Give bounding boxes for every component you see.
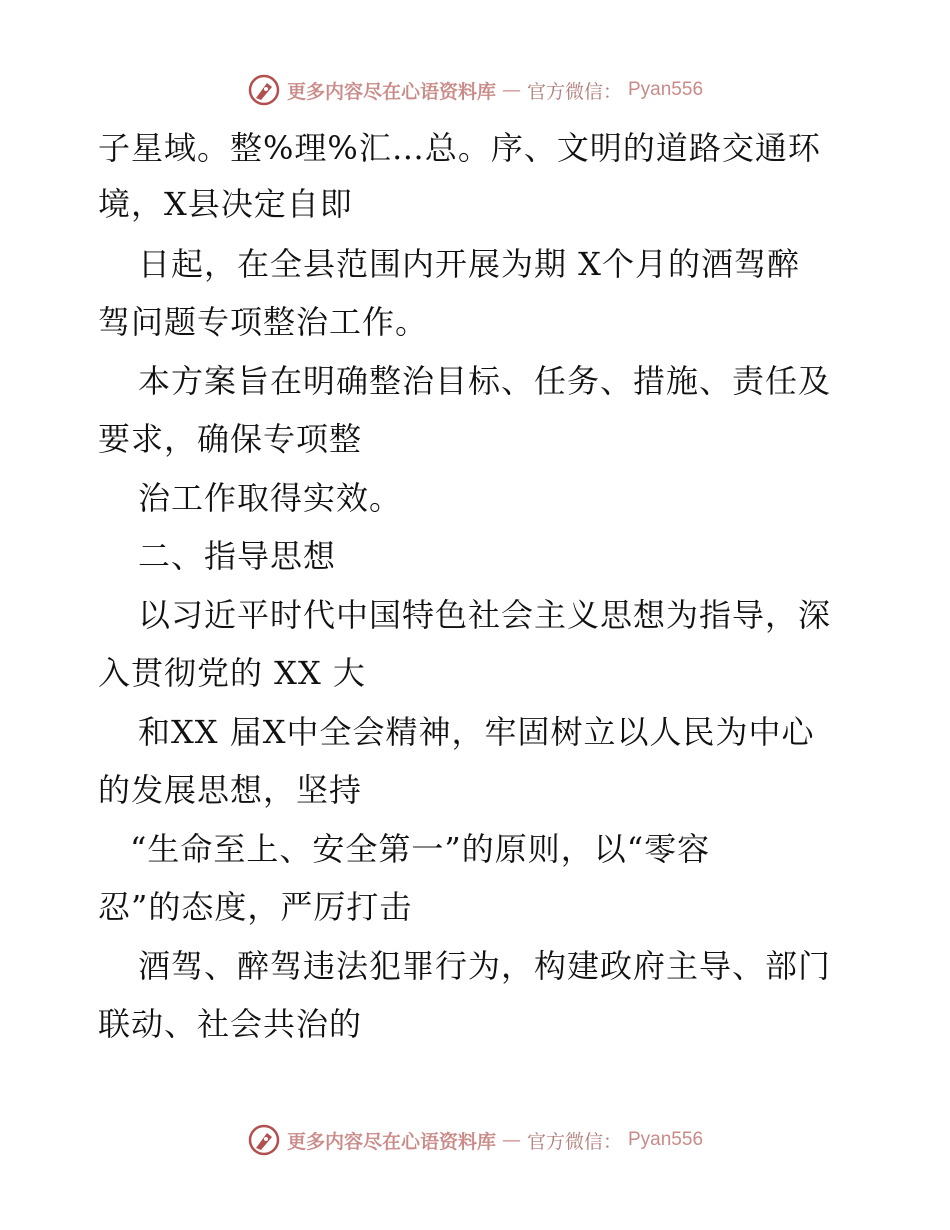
body-line: 子星域。整%理%汇…总。序、文明的道路交通环 xyxy=(98,129,821,167)
body-line: 要求，确保专项整 xyxy=(98,420,363,458)
watermark-separator: — xyxy=(501,1129,521,1151)
body-line: 驾问题专项整治工作。 xyxy=(98,303,429,341)
body-line: 和XX 届X中全会精神，牢固树立以人民为中心 xyxy=(138,713,815,751)
body-line: 联动、社会共治的 xyxy=(98,1005,363,1043)
header-watermark xyxy=(0,70,950,110)
watermark-wechat-label: 官方微信： xyxy=(526,80,622,103)
body-line: 境，X县决定自即 xyxy=(98,185,353,223)
pen-nib-circle-icon xyxy=(247,73,281,107)
body-line: 的发展思想，坚持 xyxy=(98,771,363,809)
watermark-title: 更多内容尽在心语资料库 xyxy=(286,1130,496,1153)
watermark-wechat-id: Pyan556 xyxy=(628,1129,704,1150)
section-heading: 二、指导思想 xyxy=(138,537,337,575)
body-line: 忍”的态度，严厉打击 xyxy=(98,888,413,926)
watermark-separator: — xyxy=(501,79,521,101)
body-line: 日起，在全县范围内开展为期 X个月的酒驾醉 xyxy=(138,245,800,283)
footer-watermark xyxy=(0,1120,950,1160)
body-line: 以习近平时代中国特色社会主义思想为指导，深 xyxy=(138,596,832,634)
watermark-wechat-label: 官方微信： xyxy=(526,1130,622,1153)
body-line: 治工作取得实效。 xyxy=(138,479,403,517)
watermark-wechat-id: Pyan556 xyxy=(628,79,704,100)
body-line: 酒驾、醉驾违法犯罪行为，构建政府主导、部门 xyxy=(138,947,832,985)
body-line: “生命至上、安全第一”的原则，以“零容 xyxy=(130,830,711,868)
pen-nib-circle-icon xyxy=(247,1123,281,1157)
body-line: 入贯彻党的 XX 大 xyxy=(98,654,366,692)
body-line: 本方案旨在明确整治目标、任务、措施、责任及 xyxy=(138,362,832,400)
watermark-title: 更多内容尽在心语资料库 xyxy=(286,80,496,103)
